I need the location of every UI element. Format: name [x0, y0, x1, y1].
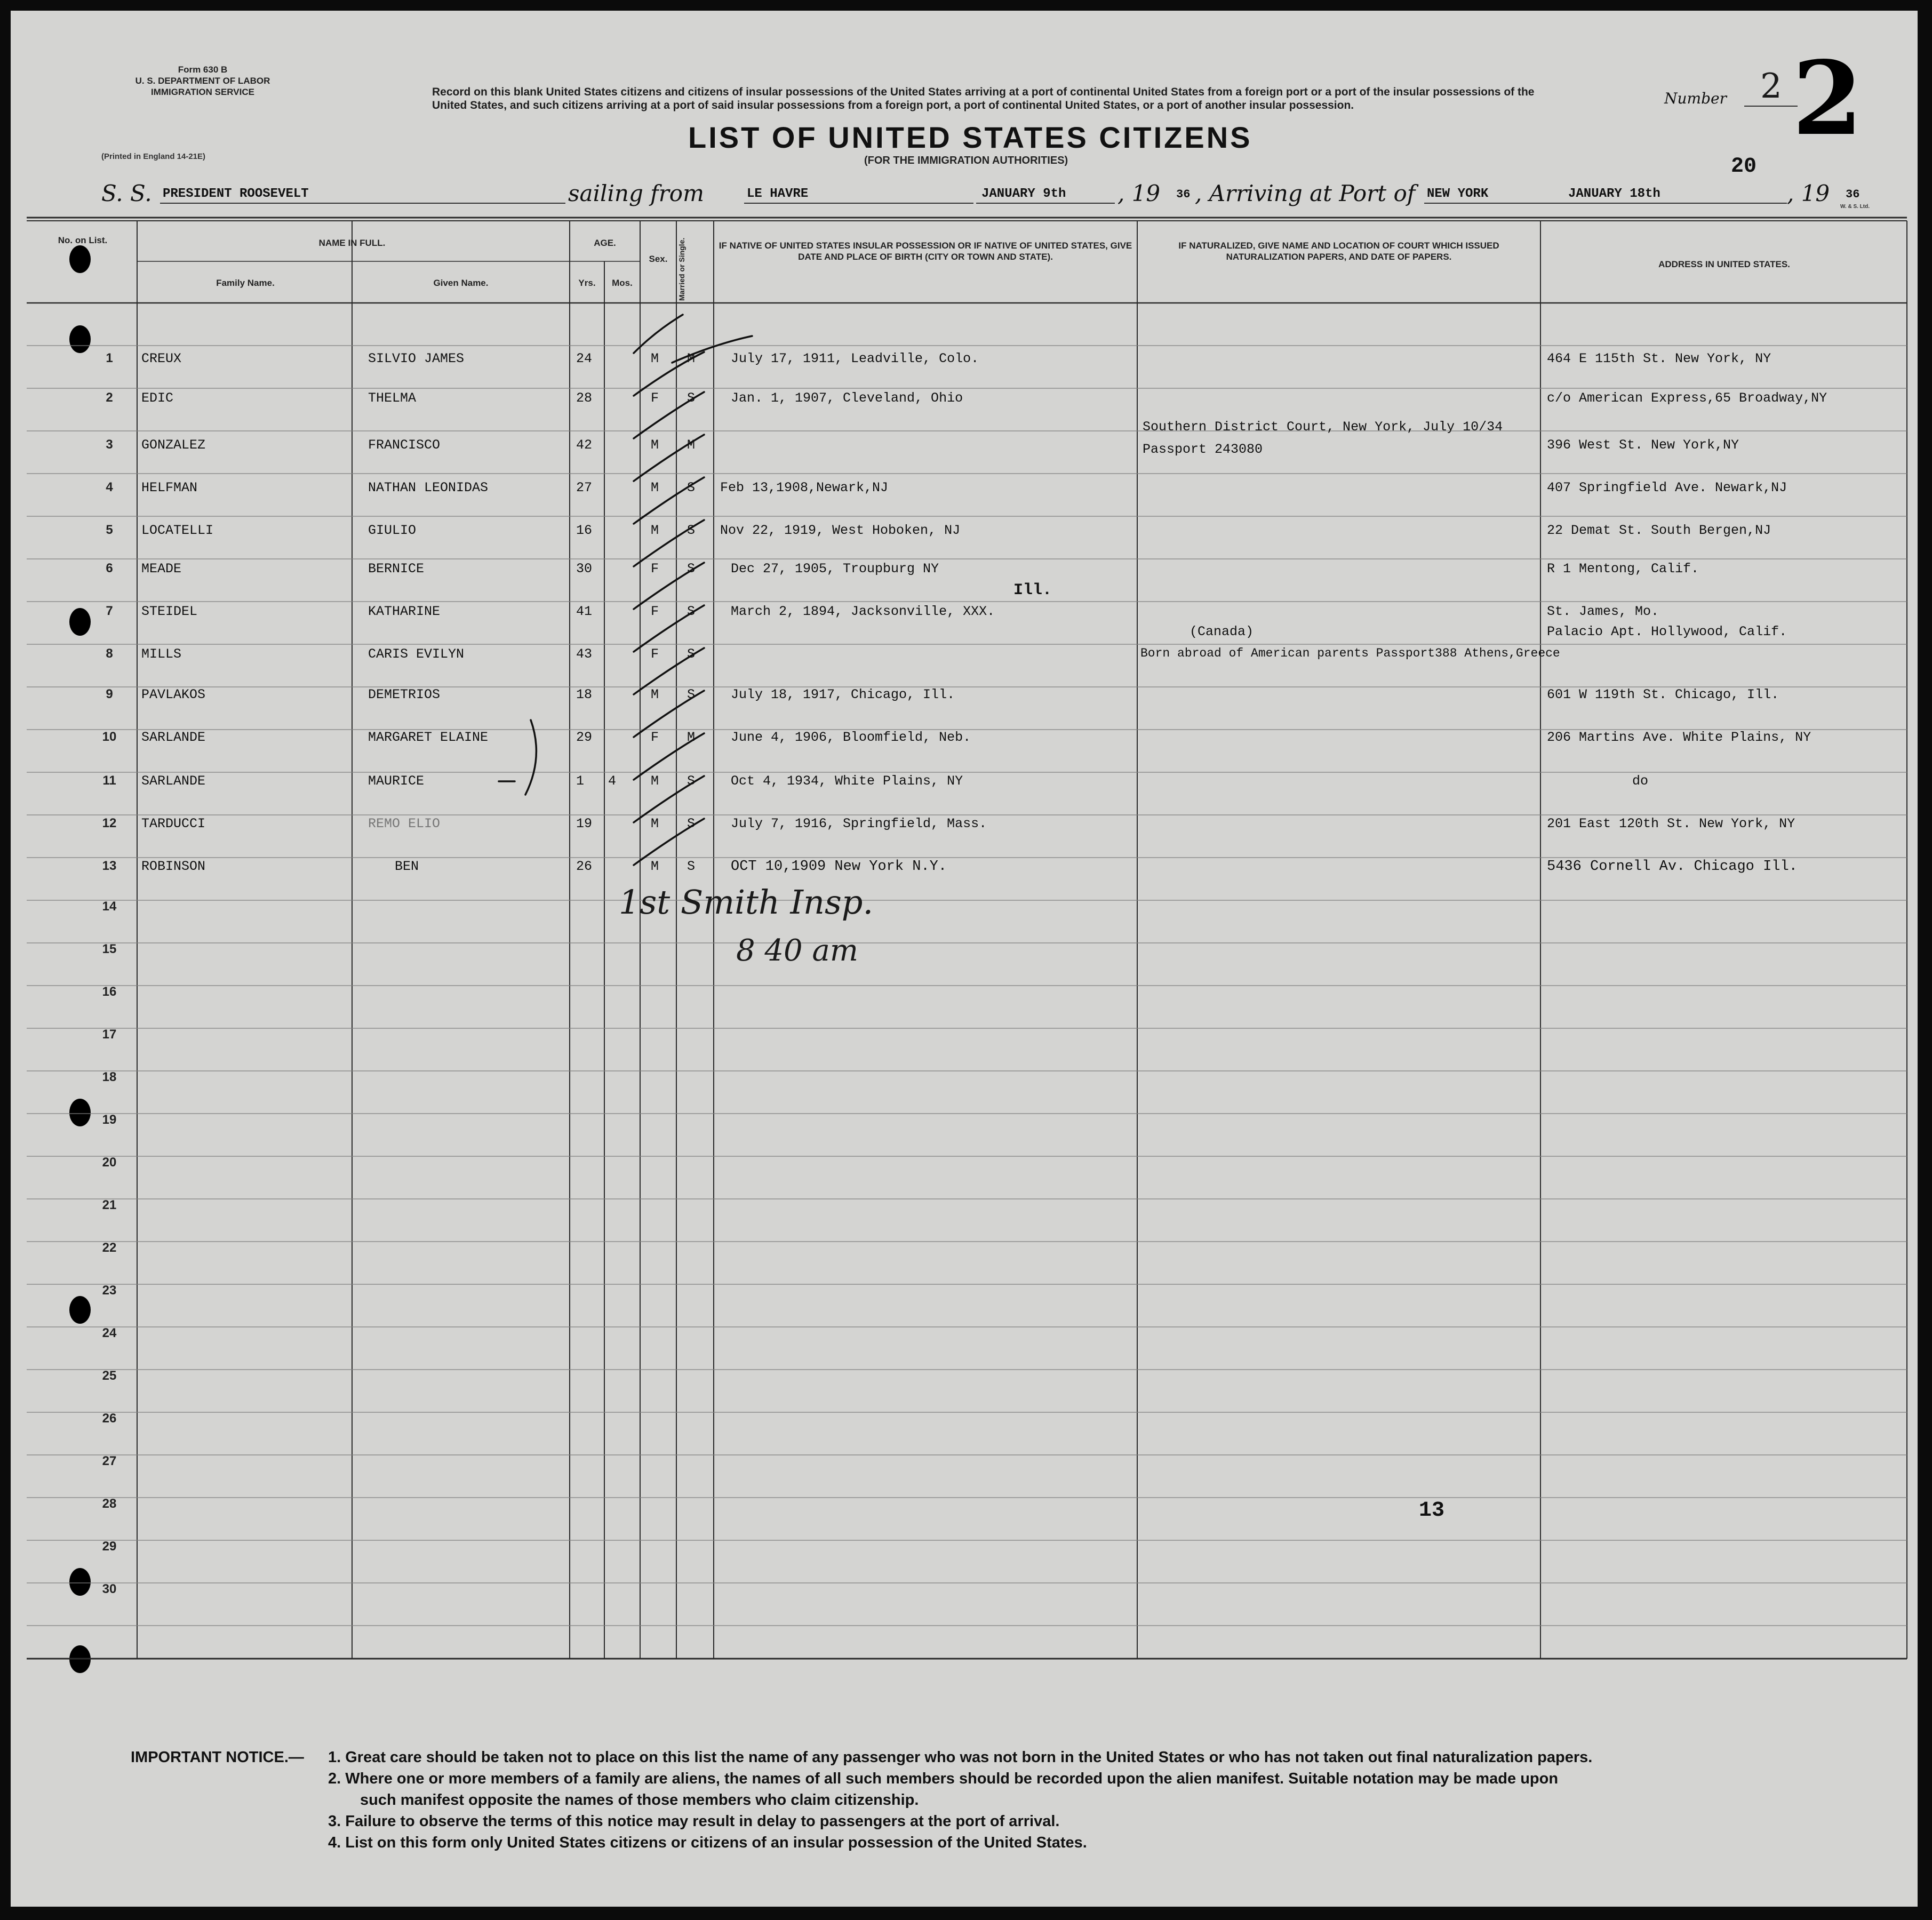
- family-name: GONZALEZ: [141, 437, 206, 453]
- naturalization-passport: Passport 243080: [1143, 442, 1263, 457]
- naturalization-info: [1143, 416, 1503, 461]
- inspection-time: 8 40 am: [736, 933, 858, 968]
- col-header-age: AGE.: [594, 238, 616, 248]
- naturalization-info: Born abroad of American parents Passport388 Athens,Greece: [1140, 646, 1560, 660]
- marital-status: S: [687, 390, 696, 406]
- family-name: MEADE: [141, 561, 182, 577]
- age-years: 26: [576, 859, 593, 874]
- row-number: 3: [106, 437, 113, 452]
- marital-status: S: [687, 687, 696, 702]
- age-years: 30: [576, 561, 593, 577]
- row-number: 27: [102, 1454, 117, 1468]
- inspector-annotation: 1st Smith Insp.: [619, 883, 874, 922]
- col-header-family: Family Name.: [216, 278, 275, 288]
- age-years: 28: [576, 390, 593, 406]
- birth-info: July 18, 1917, Chicago, Ill.: [731, 687, 955, 702]
- row-number: 13: [102, 859, 117, 873]
- total-count: 13: [1419, 1499, 1445, 1523]
- birth-info: July 17, 1911, Leadville, Colo.: [731, 351, 979, 366]
- sex: M: [651, 773, 659, 789]
- departure-date: JANUARY 9th: [981, 187, 1066, 201]
- sex: M: [651, 437, 659, 453]
- sailing-from-label: sailing from: [568, 180, 704, 206]
- family-name: TARDUCCI: [141, 816, 206, 831]
- notice-item: 3. Failure to observe the terms of this notice may result in delay to passengers at the port of arrival.: [328, 1813, 1060, 1830]
- age-years: 41: [576, 604, 593, 619]
- given-name: MARGARET ELAINE: [368, 730, 489, 745]
- marital-status: S: [687, 773, 696, 789]
- row-number: 2: [106, 390, 113, 405]
- family-name: SARLANDE: [141, 730, 206, 745]
- us-address: 22 Demat St. South Bergen,NJ: [1547, 523, 1771, 538]
- sail-year-suffix: 36: [1176, 188, 1191, 201]
- family-name: HELFMAN: [141, 480, 198, 495]
- given-name: FRANCISCO: [368, 437, 441, 453]
- given-name: REMO ELIO: [368, 816, 441, 831]
- print-note: (Printed in England 14-21E): [101, 152, 206, 161]
- col-header-mos: Mos.: [612, 278, 633, 288]
- col-header-no: No. on List.: [58, 235, 108, 245]
- col-header-name: NAME IN FULL.: [318, 238, 386, 248]
- row-number: 20: [102, 1155, 117, 1170]
- row-number: 8: [106, 646, 113, 661]
- row-number: 17: [102, 1027, 117, 1042]
- row-number: 7: [106, 604, 113, 618]
- us-address: 396 West St. New York,NY: [1547, 437, 1739, 453]
- printer-mark: W. & S. Ltd.: [1840, 204, 1870, 210]
- row-number: 6: [106, 561, 113, 575]
- intro-text: Record on this blank United States citizens and citizens of insular possessions of the United States arriving at a port of continental United States from a foreign port or a port of the insular possessions of the United States, and such citizens arriving at a port of said insular possessions from a foreign port, a port of continental United States, or a port of another insular possession.: [432, 86, 1535, 111]
- row-number: 1: [106, 351, 113, 365]
- us-address: 407 Springfield Ave. Newark,NJ: [1547, 480, 1787, 495]
- department-name: U. S. DEPARTMENT OF LABOR: [135, 76, 270, 86]
- us-address: R 1 Mentong, Calif.: [1547, 561, 1699, 577]
- age-years: 42: [576, 437, 593, 453]
- address-overflow: Palacio Apt. Hollywood, Calif.: [1547, 624, 1787, 639]
- sex: F: [651, 390, 659, 406]
- sex: M: [651, 859, 659, 874]
- naturalization-note: (Canada): [1189, 624, 1254, 639]
- page-subtitle: (FOR THE IMMIGRATION AUTHORITIES): [864, 155, 1068, 166]
- row-number: 24: [102, 1326, 117, 1340]
- family-name: STEIDEL: [141, 604, 198, 619]
- ship-name: PRESIDENT ROOSEVELT: [163, 187, 309, 201]
- row-number: 29: [102, 1539, 117, 1554]
- age-years: 19: [576, 816, 593, 831]
- row-number: 10: [102, 730, 117, 744]
- sex: M: [651, 523, 659, 538]
- birth-correction: Ill.: [1013, 581, 1052, 599]
- sex: M: [651, 687, 659, 702]
- col-header-sex: Sex.: [649, 254, 668, 264]
- birth-info: Dec 27, 1905, Troupburg NY: [731, 561, 939, 577]
- birth-info: Feb 13,1908,Newark,NJ: [720, 480, 889, 495]
- us-address: 201 East 120th St. New York, NY: [1547, 816, 1795, 831]
- marital-status: S: [687, 480, 696, 495]
- sex: F: [651, 646, 659, 662]
- arriving-label: , Arriving at Port of: [1195, 180, 1416, 206]
- age-years: 43: [576, 646, 593, 662]
- given-name: CARIS EVILYN: [368, 646, 465, 662]
- given-name: GIULIO: [368, 523, 417, 538]
- row-number: 12: [102, 816, 117, 830]
- service-name: IMMIGRATION SERVICE: [151, 87, 254, 97]
- arrival-year-suffix: 36: [1846, 188, 1860, 201]
- given-name: KATHARINE: [368, 604, 441, 619]
- row-number: 4: [106, 480, 113, 494]
- table-grid: [11, 11, 1918, 1907]
- col-header-naturalized: IF NATURALIZED, GIVE NAME AND LOCATION OF COURT WHICH ISSUED NATURALIZATION PAPERS, AND DATE OF PAPERS.: [1178, 241, 1499, 262]
- marital-status: S: [687, 859, 696, 874]
- marital-status: S: [687, 604, 696, 619]
- sex: F: [651, 604, 659, 619]
- age-years: 24: [576, 351, 593, 366]
- sex: F: [651, 730, 659, 745]
- us-address: 464 E 115th St. New York, NY: [1547, 351, 1771, 366]
- marital-status: M: [687, 730, 696, 745]
- sex: F: [651, 561, 659, 577]
- row-number: 22: [102, 1241, 117, 1255]
- family-name: LOCATELLI: [141, 523, 214, 538]
- col-header-yrs: Yrs.: [578, 278, 596, 288]
- family-name: MILLS: [141, 646, 182, 662]
- notice-heading: IMPORTANT NOTICE.—: [131, 1749, 304, 1766]
- notice-item: 2. Where one or more members of a family are aliens, the names of all such members should be recorded upon the alien manifest. Suitable notation may be made upon: [328, 1770, 1559, 1787]
- page-title: LIST OF UNITED STATES CITIZENS: [688, 121, 1252, 154]
- number-handwritten: 2: [1760, 67, 1782, 106]
- notice-item-continuation: such manifest opposite the names of those members who claim citizenship.: [360, 1791, 919, 1809]
- marital-status: M: [687, 437, 696, 453]
- given-name: DEMETRIOS: [368, 687, 441, 702]
- arrival-year-prefix: , 19: [1787, 180, 1830, 206]
- ss-label: S. S.: [101, 180, 152, 206]
- row-number: 25: [102, 1369, 117, 1383]
- notice-list: [328, 1747, 1902, 1853]
- birth-info: Nov 22, 1919, West Hoboken, NJ: [720, 523, 961, 538]
- marital-status: S: [687, 523, 696, 538]
- row-number: 19: [102, 1113, 117, 1127]
- marital-status: M: [687, 351, 696, 366]
- us-address: do: [1632, 773, 1649, 789]
- arrival-date: JANUARY 18th: [1568, 187, 1660, 201]
- sex: M: [651, 480, 659, 495]
- age-months: 4: [608, 773, 617, 789]
- row-number: 28: [102, 1497, 117, 1511]
- row-number: 16: [102, 985, 117, 999]
- sex: M: [651, 816, 659, 831]
- birth-info: Jan. 1, 1907, Cleveland, Ohio: [731, 390, 963, 406]
- family-name: ROBINSON: [141, 859, 206, 874]
- row-number: 9: [106, 687, 113, 701]
- number-label: Number: [1664, 90, 1727, 107]
- us-address: 5436 Cornell Av. Chicago Ill.: [1547, 859, 1798, 875]
- age-years: 1: [576, 773, 585, 789]
- given-name: MAURICE: [368, 773, 425, 789]
- family-name: EDIC: [141, 390, 174, 406]
- sex: M: [651, 351, 659, 366]
- departure-port: LE HAVRE: [747, 187, 809, 201]
- us-address: 206 Martins Ave. White Plains, NY: [1547, 730, 1811, 745]
- naturalization-court: Southern District Court, New York, July 10/34: [1143, 419, 1503, 435]
- birth-info: June 4, 1906, Bloomfield, Neb.: [731, 730, 971, 745]
- family-name: CREUX: [141, 351, 182, 366]
- marital-status: S: [687, 561, 696, 577]
- row-number: 14: [102, 899, 117, 914]
- marital-status: S: [687, 816, 696, 831]
- birth-info: OCT 10,1909 New York N.Y.: [731, 859, 947, 875]
- number-correction: 20: [1731, 155, 1757, 179]
- family-name: PAVLAKOS: [141, 687, 206, 702]
- notice-item: 4. List on this form only United States citizens or citizens of an insular possession of the United States.: [328, 1834, 1087, 1851]
- col-header-address: ADDRESS IN UNITED STATES.: [1658, 259, 1790, 269]
- us-address: c/o American Express,65 Broadway,NY: [1547, 390, 1827, 406]
- form-number: Form 630 B: [178, 65, 228, 75]
- age-years: 29: [576, 730, 593, 745]
- row-number: 11: [102, 773, 116, 788]
- given-name: BERNICE: [368, 561, 425, 577]
- us-address: St. James, Mo.: [1547, 604, 1659, 619]
- row-number: 21: [102, 1198, 117, 1212]
- notice-item: 1. Great care should be taken not to place on this list the name of any passenger who was not born in the United States or who has not taken out final naturalization papers.: [328, 1749, 1593, 1766]
- given-name: NATHAN LEONIDAS: [368, 480, 489, 495]
- given-name: SILVIO JAMES: [368, 351, 465, 366]
- col-header-married: Married or Single.: [677, 237, 686, 301]
- given-name: BEN: [395, 859, 419, 874]
- marital-status: S: [687, 646, 696, 662]
- birth-info: Oct 4, 1934, White Plains, NY: [731, 773, 963, 789]
- row-number: 23: [102, 1283, 117, 1298]
- number-stamp: 2: [1792, 39, 1863, 158]
- document-sheet: [11, 11, 1918, 1907]
- col-header-birth: IF NATIVE OF UNITED STATES INSULAR POSSESSION OR IF NATIVE OF UNITED STATES, GIVE DATE AND PLACE OF BIRTH (CITY OR TOWN AND STATE).: [718, 241, 1132, 262]
- row-number: 18: [102, 1070, 117, 1084]
- col-header-given: Given Name.: [433, 278, 489, 288]
- family-name: SARLANDE: [141, 773, 206, 789]
- age-years: 18: [576, 687, 593, 702]
- row-number: 15: [102, 942, 117, 956]
- birth-info: July 7, 1916, Springfield, Mass.: [731, 816, 987, 831]
- age-years: 16: [576, 523, 593, 538]
- us-address: 601 W 119th St. Chicago, Ill.: [1547, 687, 1779, 702]
- birth-info: March 2, 1894, Jacksonville, XXX.: [731, 604, 995, 619]
- row-number: 5: [106, 523, 113, 537]
- arrival-port: NEW YORK: [1427, 187, 1489, 201]
- age-years: 27: [576, 480, 593, 495]
- given-name: THELMA: [368, 390, 417, 406]
- row-number: 26: [102, 1411, 117, 1426]
- sail-year-prefix: , 19: [1117, 180, 1161, 206]
- row-number: 30: [102, 1582, 117, 1596]
